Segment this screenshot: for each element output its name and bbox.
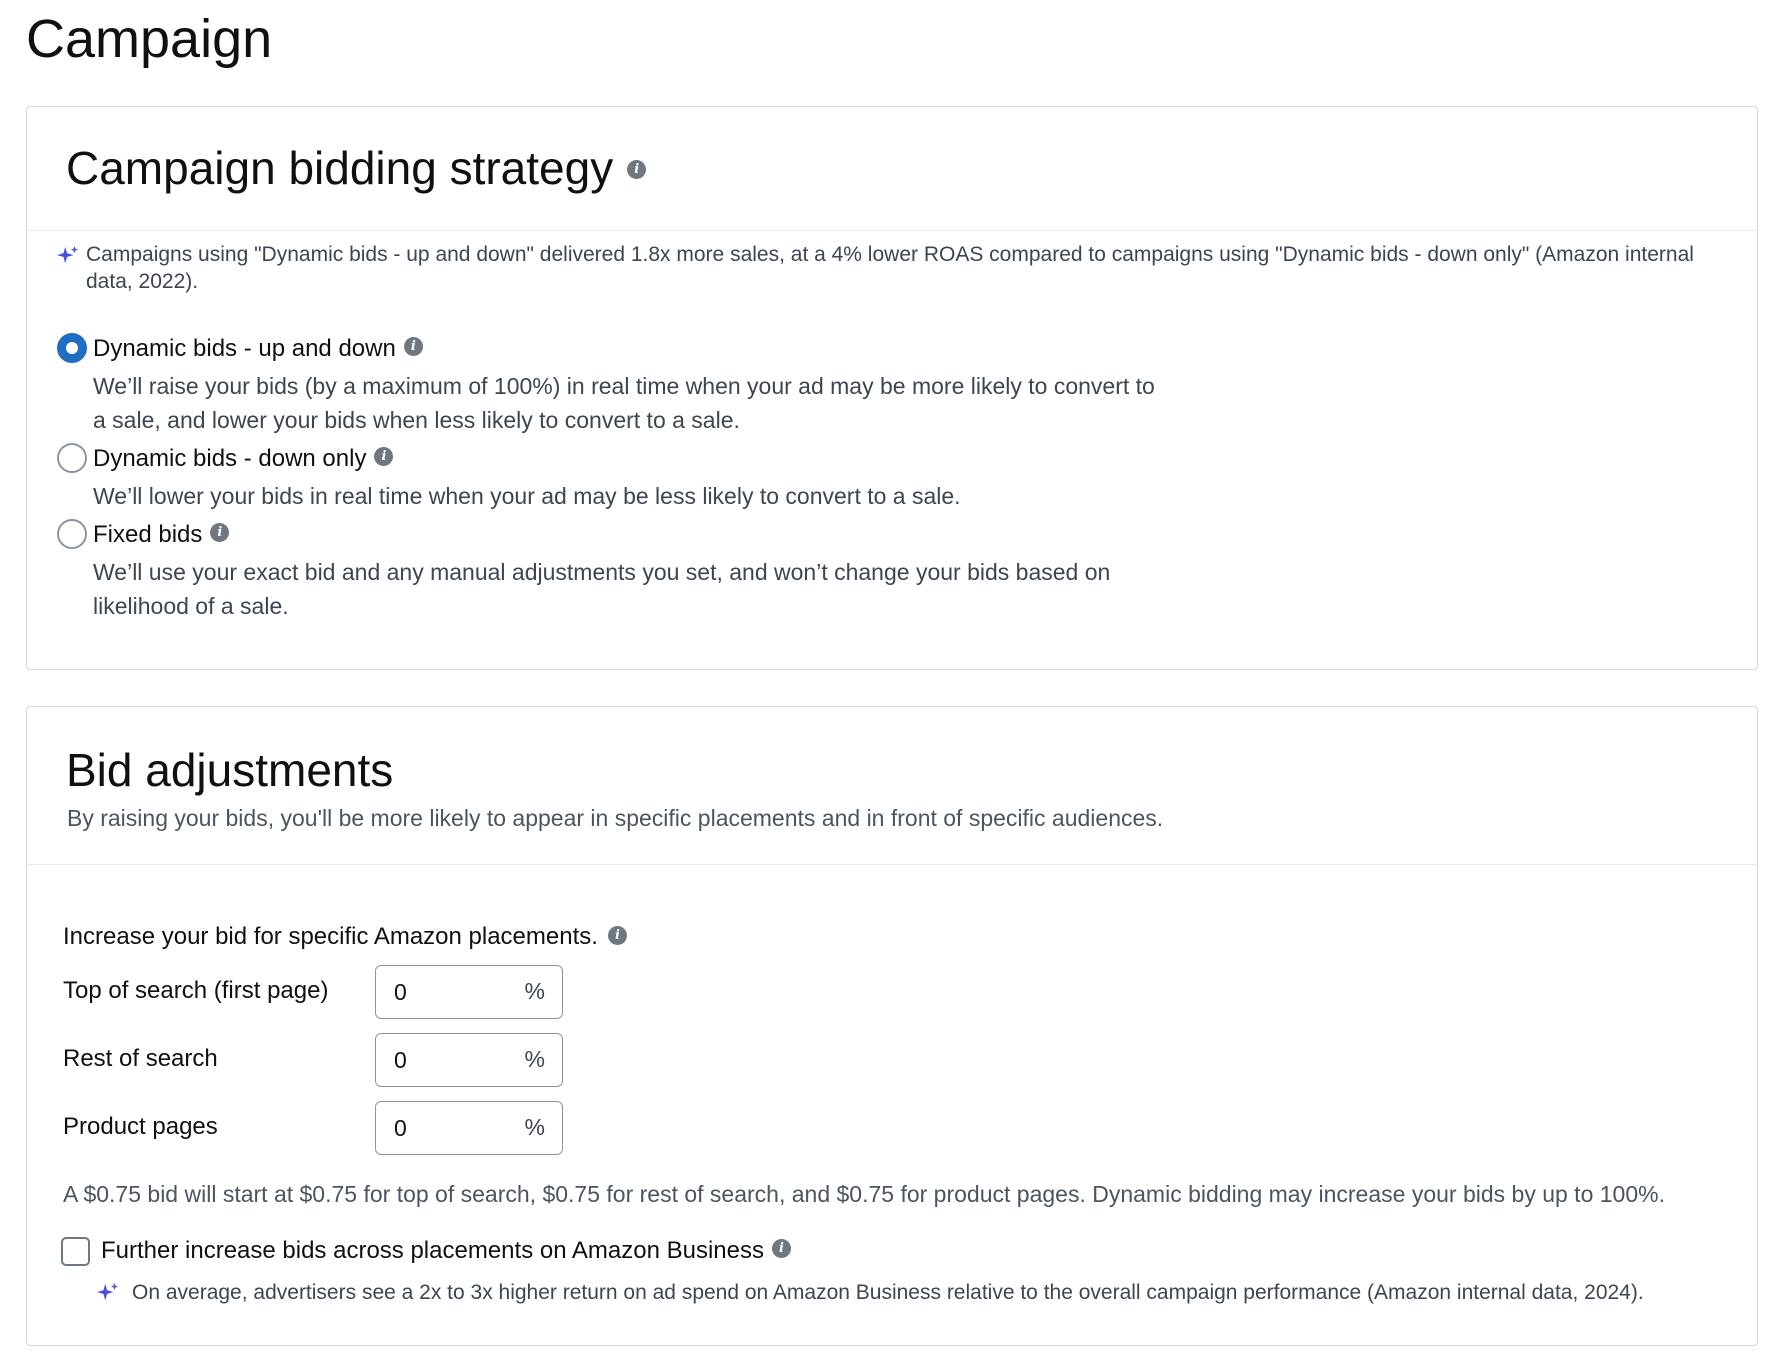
option-fixed-bids[interactable] — [93, 521, 229, 549]
info-icon[interactable]: i — [772, 1239, 791, 1258]
page-title: Campaign — [26, 9, 273, 69]
bid-adjustments-subtitle: By raising your bids, you'll be more likely to appear in specific placements and in front of specific audiences. — [67, 805, 1164, 831]
percent-unit: % — [524, 978, 545, 1004]
amazon-business-label-text: Further increase bids across placements on Amazon Business — [101, 1237, 764, 1264]
percent-unit: % — [524, 1114, 545, 1140]
bid-adjustments-card — [26, 706, 1758, 1346]
option-label: Dynamic bids - up and down — [93, 335, 396, 362]
bidding-strategy-title-text: Campaign bidding strategy — [66, 142, 614, 194]
radio-dynamic-up-down[interactable] — [57, 333, 87, 363]
product-pages-field[interactable] — [375, 1101, 563, 1155]
info-icon[interactable]: i — [608, 926, 627, 945]
option-description: We’ll use your exact bid and any manual adjustments you set, and won’t change your bids based on likelihood of a sale. — [93, 559, 1111, 619]
info-icon[interactable]: i — [627, 160, 646, 179]
amazon-business-insight: On average, advertisers see a 2x to 3x higher return on ad spend on Amazon Business relative to the overall campaign performance (Amazon internal data, 2024). — [132, 1281, 1644, 1304]
placements-label — [63, 923, 627, 951]
info-icon[interactable]: i — [374, 447, 393, 466]
amazon-business-label[interactable] — [101, 1237, 791, 1265]
sparkle-icon — [97, 1282, 119, 1304]
option-dynamic-down-only[interactable] — [93, 445, 393, 473]
placement-label-product-pages: Product pages — [63, 1113, 218, 1140]
product-pages-input[interactable] — [376, 1102, 516, 1154]
sparkle-icon — [57, 245, 79, 267]
bid-calculation-note: A $0.75 bid will start at $0.75 for top of search, $0.75 for rest of search, and $0.75 for product pages. Dynamic bidding may increase your bids by up to 100%. — [63, 1181, 1665, 1207]
info-icon[interactable]: i — [210, 523, 229, 542]
rest-of-search-input[interactable] — [376, 1034, 516, 1086]
placement-label-rest-of-search: Rest of search — [63, 1045, 218, 1072]
option-dynamic-up-down[interactable] — [93, 335, 423, 363]
bid-adjustments-header — [27, 707, 1757, 865]
placements-label-text: Increase your bid for specific Amazon placements. — [63, 923, 598, 950]
bid-adjustments-title: Bid adjustments — [66, 744, 394, 796]
bidding-strategy-title — [66, 141, 646, 195]
option-label: Fixed bids — [93, 521, 203, 548]
radio-dynamic-down-only[interactable] — [57, 443, 87, 473]
percent-unit: % — [524, 1046, 545, 1072]
option-label: Dynamic bids - down only — [93, 445, 367, 472]
radio-fixed-bids[interactable] — [57, 519, 87, 549]
bidding-insight-text: Campaigns using "Dynamic bids - up and down" delivered 1.8x more sales, at a 4% lower ROAS compared to campaigns using "Dynamic bids - down only" (Amazon internal data, 2022). — [86, 243, 1694, 293]
top-of-search-input[interactable] — [376, 966, 516, 1018]
option-description: We’ll raise your bids (by a maximum of 100%) in real time when your ad may be more likely to convert to a sale, and lower your bids when less likely to convert to a sale. — [93, 373, 1155, 433]
top-of-search-field[interactable] — [375, 965, 563, 1019]
bidding-strategy-card — [26, 106, 1758, 670]
rest-of-search-field[interactable] — [375, 1033, 563, 1087]
placement-label-top-of-search: Top of search (first page) — [63, 977, 329, 1004]
bidding-strategy-header — [27, 107, 1757, 231]
amazon-business-checkbox[interactable] — [61, 1237, 90, 1266]
info-icon[interactable]: i — [404, 337, 423, 356]
option-description: We’ll lower your bids in real time when your ad may be less likely to convert to a sale. — [93, 483, 961, 509]
